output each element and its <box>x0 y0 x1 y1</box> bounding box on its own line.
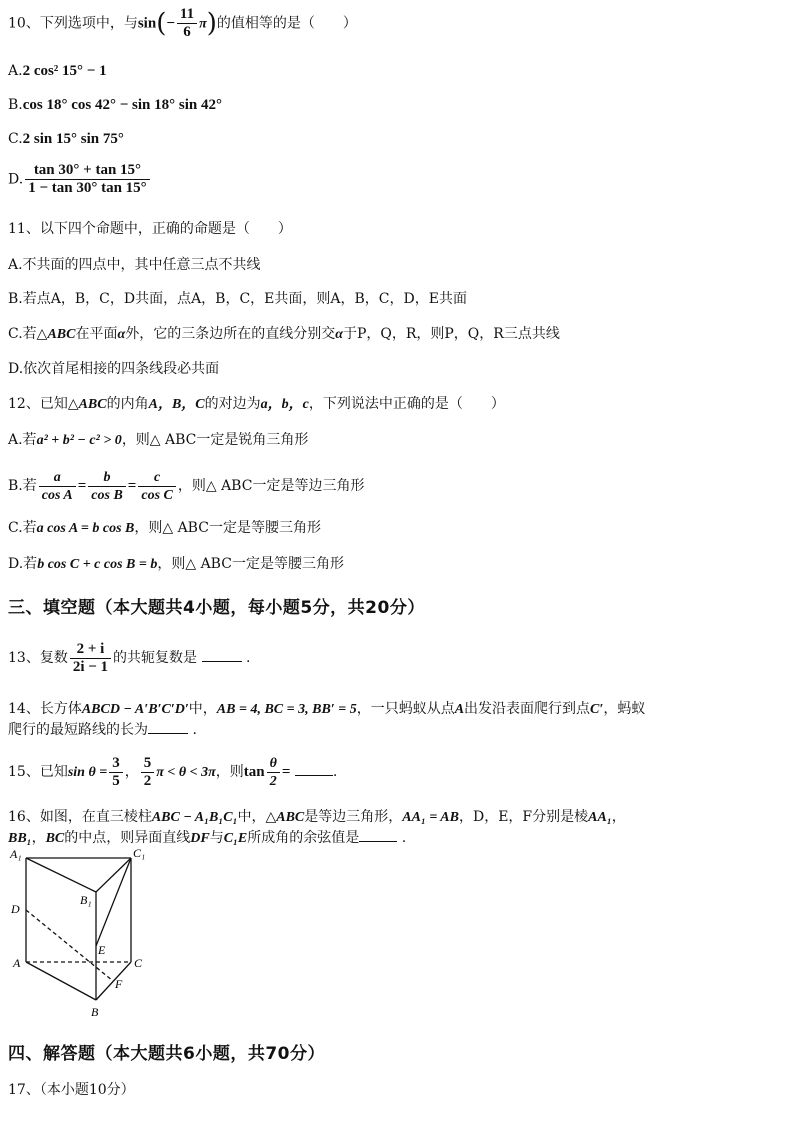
q12-c-pre: C.若 <box>8 520 37 536</box>
q10-prefix: 10、下列选项中，与 <box>8 15 138 32</box>
q10-d-num: tan 30° + tan 15° <box>25 162 149 180</box>
section-4-heading: 四、解答题（本大题共6小题，共70分） <box>8 1044 325 1064</box>
q16-mid2: 是等边三角形， <box>304 809 403 825</box>
q12-b-f1-num: a <box>39 469 76 487</box>
q12-option-d <box>8 555 344 574</box>
q16-answer-blank[interactable] <box>359 829 397 842</box>
q15-f1-num: 3 <box>109 755 123 773</box>
q12-stem-mid: 的内角 <box>106 396 149 412</box>
q12-option-b <box>8 466 364 506</box>
edge-a-b <box>26 962 96 1000</box>
edge-b1-c1 <box>96 858 131 892</box>
q16-c1e: C₁E <box>223 831 248 846</box>
q11-c-alpha2: α <box>335 327 343 342</box>
q16-abc: ABC <box>276 810 305 825</box>
q10-option-b <box>8 96 222 114</box>
q16-with: 与 <box>209 830 224 846</box>
q12-stem-sides: a，b，c <box>260 397 309 412</box>
q10-sin: sin <box>137 15 157 32</box>
q13-end: 的共轭复数是 <box>113 650 198 666</box>
q10-stem <box>8 6 357 41</box>
label-d: D <box>11 902 20 916</box>
q12-b-frac-a <box>39 469 76 504</box>
q12-stem-abc: ABC <box>78 397 107 412</box>
q10-c-expr: 2 sin 15° sin 75° <box>22 131 124 147</box>
q14-line2 <box>8 721 197 739</box>
q12-b-frac-c <box>138 469 176 504</box>
q15-f1-den: 5 <box>112 772 120 789</box>
q16-mid3: ，D，E，F分别是棱 <box>458 809 589 825</box>
q14-dot: . <box>192 722 197 738</box>
q12-b-frac-b <box>88 469 126 504</box>
q10-fraction <box>177 6 197 41</box>
q16-edge1: AA₁ <box>588 810 612 825</box>
q12-stem-end: ，下列说法中正确的是（ ） <box>308 396 505 412</box>
q13 <box>8 638 250 678</box>
q12-d-pre: D.若 <box>8 556 38 572</box>
q15-eq: = <box>281 764 291 780</box>
q12-stem-mid2: 的对边为 <box>204 396 261 412</box>
q12-a-expr: a² + b² − c² > 0 <box>36 433 122 448</box>
q16-line2-comma: ， <box>31 830 46 846</box>
q10-option-d <box>8 162 152 197</box>
label-b: B <box>91 1005 99 1019</box>
q16-line1 <box>8 808 626 827</box>
q11-option-b: B.若点A，B，C，D共面，点A，B，C，E共面，则A，B，C，D，E共面 <box>8 291 467 307</box>
q12-stem-angles: A，B，C <box>148 397 205 412</box>
q10-option-a <box>8 62 107 80</box>
q12-b-f3-den: cos C <box>141 487 173 503</box>
q10-d-fraction <box>25 162 149 197</box>
q14-mid3: 出发沿表面爬行到点 <box>464 701 591 717</box>
q16-prism: ABC − A₁B₁C₁ <box>151 810 238 825</box>
q13-fraction <box>70 641 111 676</box>
q14-cond: AB = 4, BC = 3, BB′ = 5 <box>216 702 357 717</box>
q15-frac-1 <box>109 755 123 790</box>
q14-ptA: A <box>454 702 465 717</box>
q15-dot: . <box>332 764 338 780</box>
q14-answer-blank[interactable] <box>148 721 188 734</box>
q13-dot: . <box>245 650 251 666</box>
q16-df: DF <box>190 831 210 846</box>
q12-b-f3-num: c <box>138 469 176 487</box>
q13-pre: 13、复数 <box>8 650 68 666</box>
q10-suffix: 的值相等的是（ ） <box>216 15 357 32</box>
q12-a-end: ，则△ ABC一定是锐角三角形 <box>121 432 309 448</box>
q15 <box>8 752 337 793</box>
q12-b-end: ，则△ ABC一定是等边三角形 <box>177 478 365 494</box>
q15-comma: ， <box>124 764 139 780</box>
label-a: A <box>13 956 21 970</box>
q10-b-expr: cos 18° cos 42° − sin 18° sin 42° <box>22 97 222 113</box>
q16-line2-text: 的中点，则异面直线 <box>64 830 191 846</box>
q10-left-paren: ( <box>156 8 167 39</box>
q14-line2-text: 爬行的最短路线的长为 <box>8 722 148 738</box>
q14-end: ，蚂蚁 <box>603 701 646 717</box>
label-a1: A₁ <box>10 847 22 861</box>
q12-b-f1-den: cos A <box>41 487 73 503</box>
edge-a1-b1 <box>26 858 96 892</box>
q15-sin: sin θ = <box>67 765 108 780</box>
q10-d-den: 1 − tan 30° tan 15° <box>28 180 147 196</box>
q12-stem-pre: 12、已知△ <box>8 396 79 412</box>
q15-f2-den: 2 <box>143 772 152 789</box>
q11-option-a: A.不共面的四点中，其中任意三点不共线 <box>8 257 261 273</box>
q10-num: 11 <box>177 6 197 24</box>
section-3-heading: 三、填空题（本大题共4小题，每小题5分，共20分） <box>8 598 425 618</box>
q16-end: 所成角的余弦值是 <box>247 830 360 846</box>
q11-c-mid: 在平面 <box>75 326 118 342</box>
q10-option-c <box>8 130 124 148</box>
q11-option-d: D.依次首尾相接的四条线段必共面 <box>8 361 220 377</box>
q15-frac-2 <box>141 755 155 790</box>
q11-c-end: 于P，Q，R，则P，Q，R三点共线 <box>342 326 560 342</box>
q16-pre: 16、如图，在直三棱柱 <box>8 809 152 825</box>
q12-b-pre: B.若 <box>8 478 37 494</box>
q15-f2-num: 5 <box>141 755 155 773</box>
q12-a-pre: A.若 <box>8 432 37 448</box>
q16-dot: . <box>401 830 407 846</box>
q14-line1 <box>8 700 645 719</box>
q16-cond: AA₁ = AB <box>402 810 459 825</box>
q15-tan: tan <box>243 764 265 780</box>
q15-range: π < θ < 3π <box>156 765 216 780</box>
q10-minus: − <box>166 15 175 32</box>
q14-mid: 中， <box>188 701 217 717</box>
segment-c1-e <box>96 858 131 946</box>
q15-f3-den: 2 <box>269 773 277 789</box>
q13-den: 2i − 1 <box>72 658 109 675</box>
q12-b-f2-den: cos B <box>91 487 123 503</box>
q10-a-expr: 2 cos² 15° − 1 <box>22 63 107 79</box>
label-f: F <box>115 977 123 991</box>
label-c: C <box>134 956 143 970</box>
q15-answer-blank[interactable] <box>295 763 333 776</box>
label-c1: C₁ <box>133 846 146 860</box>
edge-b-c <box>96 962 131 1000</box>
q16-edge2: BB₁ <box>8 831 32 846</box>
q15-f3-num: θ <box>267 755 280 773</box>
q11-c-abc: ABC <box>47 327 76 342</box>
q14-mid2: ，一只蚂蚁从点 <box>356 701 455 717</box>
q14-solid: ABCD − A′B′C′D′ <box>81 702 189 717</box>
q12-option-a <box>8 431 308 450</box>
q13-num: 2 + i <box>70 641 111 659</box>
q11-c-alpha: α <box>117 327 126 342</box>
q15-frac-3 <box>267 755 280 790</box>
q16-bc: BC <box>45 831 65 846</box>
q12-c-expr: a cos A = b cos B <box>36 521 135 536</box>
prism-figure <box>4 846 154 1022</box>
label-b1: B₁ <box>80 893 92 907</box>
q10-d-prefix: D. <box>8 171 24 188</box>
q10-c-prefix: C. <box>8 131 23 147</box>
q10-right-paren: ) <box>206 8 217 39</box>
q13-answer-blank[interactable] <box>202 649 242 662</box>
q10-den: 6 <box>183 24 191 40</box>
q15-pre: 15、已知 <box>8 764 68 780</box>
q12-b-f2-num: b <box>88 469 126 487</box>
q11-c-pre: C.若△ <box>8 326 48 342</box>
q12-c-end: ，则△ ABC一定是等腰三角形 <box>134 520 321 536</box>
q16-mid: 中，△ <box>237 809 277 825</box>
q16-comma: ， <box>611 809 626 825</box>
q12-d-expr: b cos C + c cos B = b <box>37 557 158 572</box>
q11-c-mid2: 外，它的三条边所在的直线分别交 <box>125 326 336 342</box>
q10-pi: π <box>199 16 207 32</box>
q10-a-prefix: A. <box>8 63 23 79</box>
q15-mid: ，则 <box>215 764 244 780</box>
q11-option-c <box>8 325 560 344</box>
q12-stem <box>8 395 505 414</box>
q12-b-eq1: = <box>77 478 87 494</box>
q14-ptC: C′ <box>590 702 604 717</box>
q12-b-eq2: = <box>127 478 137 494</box>
q11-stem: 11、以下四个命题中，正确的命题是（ ） <box>8 221 292 237</box>
q14-pre: 14、长方体 <box>8 701 82 717</box>
q12-option-c <box>8 519 321 538</box>
q10-b-prefix: B. <box>8 97 23 113</box>
q12-d-end: ，则△ ABC一定是等腰三角形 <box>157 556 344 572</box>
label-e: E <box>98 943 106 957</box>
q17-stem: 17、（本小题10分） <box>8 1082 135 1098</box>
